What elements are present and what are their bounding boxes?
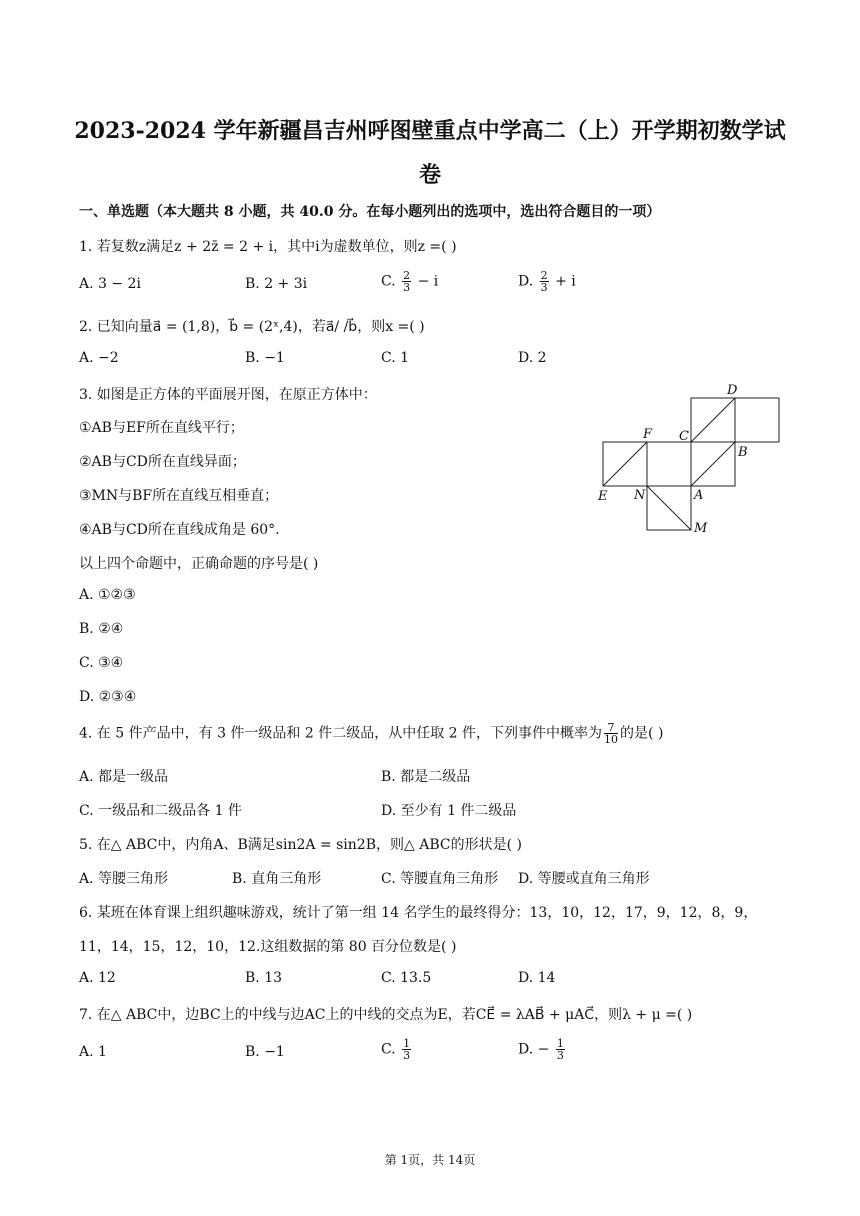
q3-stem: 3. 如图是正方体的平面展开图，在原正方体中： xyxy=(79,387,377,403)
label-d: D xyxy=(727,383,738,398)
q3-option-d: D. ②③④ xyxy=(79,689,137,705)
q6-stem-line-1: 6. 某班在体育课上组织趣味游戏，统计了第一组 14 名学生的最终得分：13，10，12，17，9，12，8，9， xyxy=(79,905,758,921)
label-a: A xyxy=(694,488,704,503)
diagonal-ef xyxy=(603,442,647,486)
label-f: F xyxy=(643,427,653,442)
section-heading: 一、单选题（本大题共 8 小题，共 40.0 分。在每小题列出的选项中，选出符合题目的一项） xyxy=(79,204,661,220)
label-b: B xyxy=(738,445,748,460)
q6-option-b: B. 13 xyxy=(245,970,283,986)
label-m: M xyxy=(694,521,708,536)
q6-stem-line-2: 11，14，15，12，10，12.这组数据的第 80 百分位数是( ) xyxy=(79,939,457,955)
q3-question: 以上四个命题中，正确命题的序号是( ) xyxy=(79,556,319,572)
label-n: N xyxy=(634,488,646,503)
q3-proposition-1: ①AB与EF所在直线平行； xyxy=(79,420,244,436)
q3-proposition-4: ④AB与CD所在直线成角是 60°. xyxy=(79,522,280,538)
q5-option-c: C. 等腰直角三角形 xyxy=(381,871,499,887)
q1-stem: 1. 若复数z满足z + 2z̄ = 2 + i，其中i为虚数单位，则z =( ) xyxy=(79,239,457,255)
diagonal-cd xyxy=(691,398,735,442)
q2-option-b: B. −1 xyxy=(245,350,285,366)
q5-stem: 5. 在△ ABC中，内角A、B满足sin2A = sin2B，则△ ABC的形状是( ) xyxy=(79,837,522,853)
q1-option-c: C. $\frac{2}{3}$ − i xyxy=(381,269,439,294)
q6-option-c: C. 13.5 xyxy=(381,970,432,986)
q3-option-a: A. ①②③ xyxy=(79,587,136,603)
cube-net-figure xyxy=(590,378,790,538)
q7-option-c: C. $\frac{1}{3}$ xyxy=(381,1037,411,1062)
net-square xyxy=(647,442,691,486)
q5-option-b: B. 直角三角形 xyxy=(232,871,322,887)
q6-option-a: A. 12 xyxy=(79,970,116,986)
q2-option-c: C. 1 xyxy=(381,350,410,366)
q4-option-c: C. 一级品和二级品各 1 件 xyxy=(79,803,242,819)
q5-option-d: D. 等腰或直角三角形 xyxy=(518,871,650,887)
q7-option-a: A. 1 xyxy=(79,1044,107,1060)
q2-stem: 2. 已知向量a⃗ = (1,8)，b⃗ = (2ˣ,4)，若a⃗/ /b⃗，则x =( ) xyxy=(79,319,425,335)
diagonal-ab xyxy=(691,442,735,486)
q4-stem: 4. 在 5 件产品中，有 3 件一级品和 2 件二级品，从中任取 2 件，下列事件中概率为 $\frac{7}{10}$ 的是( ) xyxy=(79,721,664,746)
q3-proposition-2: ②AB与CD所在直线异面； xyxy=(79,454,246,470)
q3-option-b: B. ②④ xyxy=(79,621,124,637)
title-line-2: 卷 xyxy=(418,162,441,188)
net-square xyxy=(735,398,779,442)
q2-option-a: A. −2 xyxy=(79,350,119,366)
q4-option-d: D. 至少有 1 件二级品 xyxy=(381,803,517,819)
label-e: E xyxy=(598,489,608,504)
q6-option-d: D. 14 xyxy=(518,970,556,986)
q7-option-d: D. − $\frac{1}{3}$ xyxy=(518,1037,564,1062)
label-c: C xyxy=(679,429,689,444)
diagonal-mn xyxy=(647,486,691,530)
q3-option-c: C. ③④ xyxy=(79,655,124,671)
q3-proposition-3: ③MN与BF所在直线互相垂直； xyxy=(79,488,279,504)
q1-option-a: A. 3 − 2i xyxy=(79,276,141,292)
q7-stem: 7. 在△ ABC中，边BC上的中线与边AC上的中线的交点为E，若CE⃗ = λAB⃗ + μAC⃗，则λ + μ =( ) xyxy=(79,1007,693,1023)
title-line-1: 2023-2024 学年新疆昌吉州呼图壁重点中学高二（上）开学期初数学试 xyxy=(74,118,786,144)
q5-option-a: A. 等腰三角形 xyxy=(79,871,169,887)
q4-option-b: B. 都是二级品 xyxy=(381,769,471,785)
page-footer: 第 1页，共 14页 xyxy=(384,1153,476,1167)
q1-option-b: B. 2 + 3i xyxy=(245,276,308,292)
q4-option-a: A. 都是一级品 xyxy=(79,769,169,785)
q2-option-d: D. 2 xyxy=(518,350,547,366)
q1-option-d: D. $\frac{2}{3}$ + i xyxy=(518,269,576,294)
q7-option-b: B. −1 xyxy=(245,1044,285,1060)
